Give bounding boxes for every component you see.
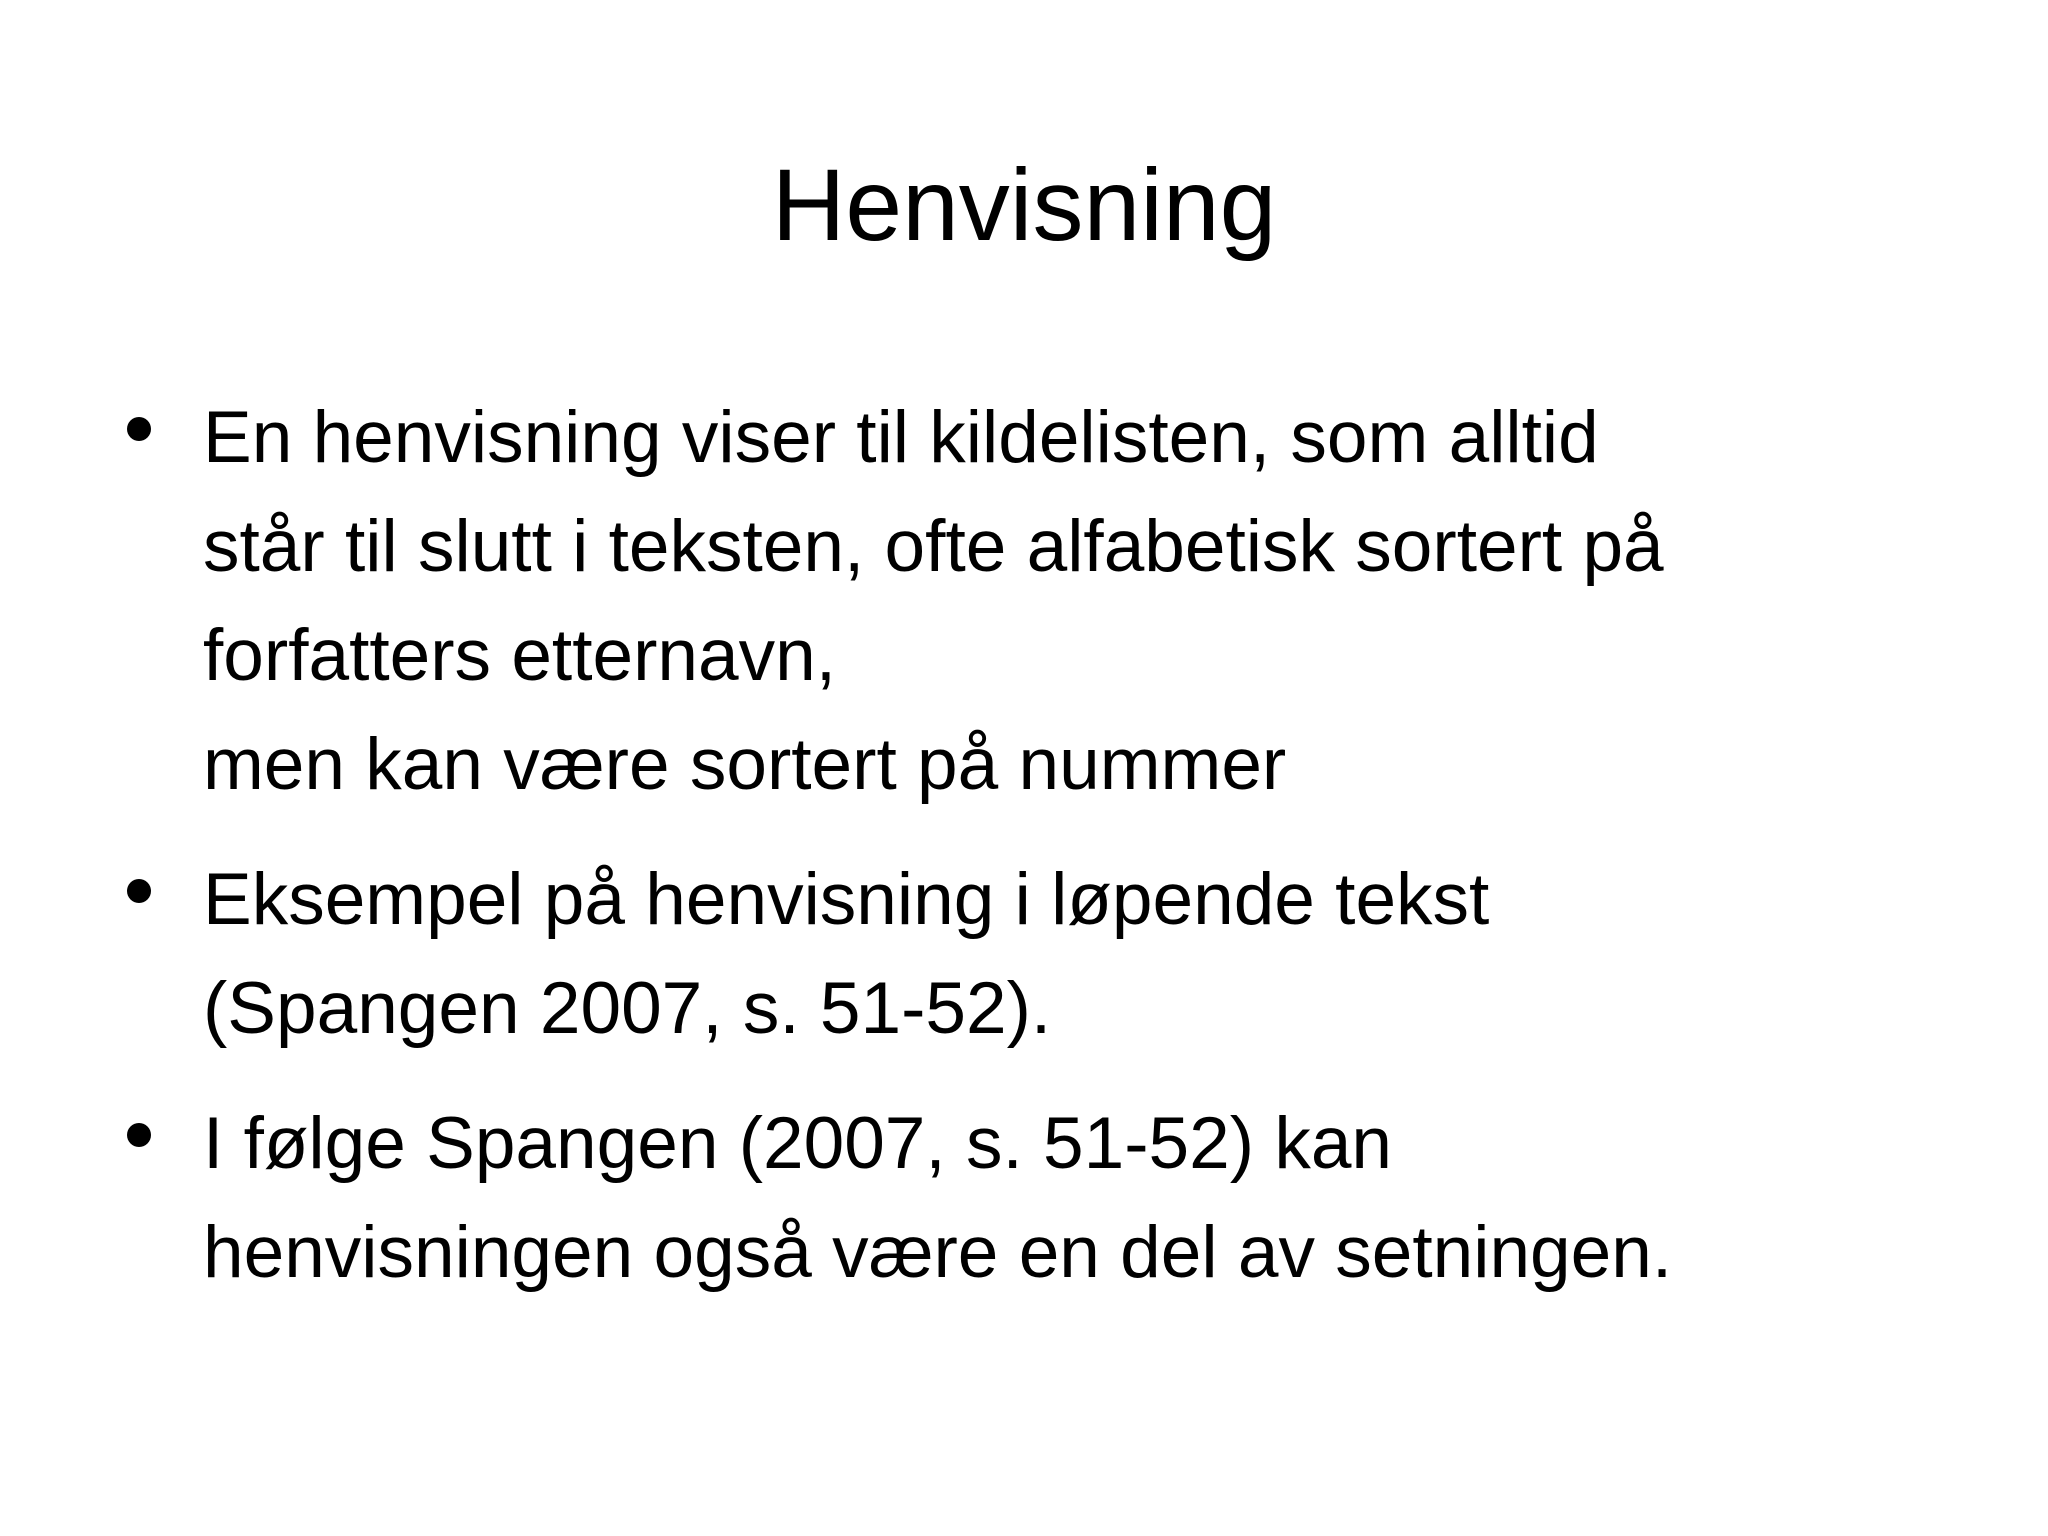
bullet-line: En henvisning viser til kildelisten, som alltid xyxy=(203,397,1599,478)
bullet-line: Eksempel på henvisning i løpende tekst xyxy=(203,859,1490,940)
bullet-icon xyxy=(127,417,151,441)
bullet-text xyxy=(203,1089,2003,1307)
bullet-line: men kan være sortert på nummer xyxy=(203,724,1287,805)
bullet-item xyxy=(0,383,2048,819)
bullet-icon xyxy=(127,879,151,903)
bullet-line: henvisningen også være en del av setningen. xyxy=(203,1212,1673,1293)
bullet-text xyxy=(203,383,2003,819)
bullet-icon xyxy=(127,1123,151,1147)
bullet-item xyxy=(0,845,2048,1063)
bullet-line: (Spangen 2007, s. 51-52). xyxy=(203,968,1052,1049)
bullet-line: I følge Spangen (2007, s. 51-52) kan xyxy=(203,1103,1393,1184)
bullet-list xyxy=(0,383,2048,1333)
bullet-item xyxy=(0,1089,2048,1307)
bullet-line: forfatters etternavn, xyxy=(203,615,836,696)
bullet-line: står til slutt i teksten, ofte alfabetisk sortert på xyxy=(203,506,1664,587)
slide-title: Henvisning xyxy=(771,148,1277,262)
bullet-text xyxy=(203,845,2003,1063)
